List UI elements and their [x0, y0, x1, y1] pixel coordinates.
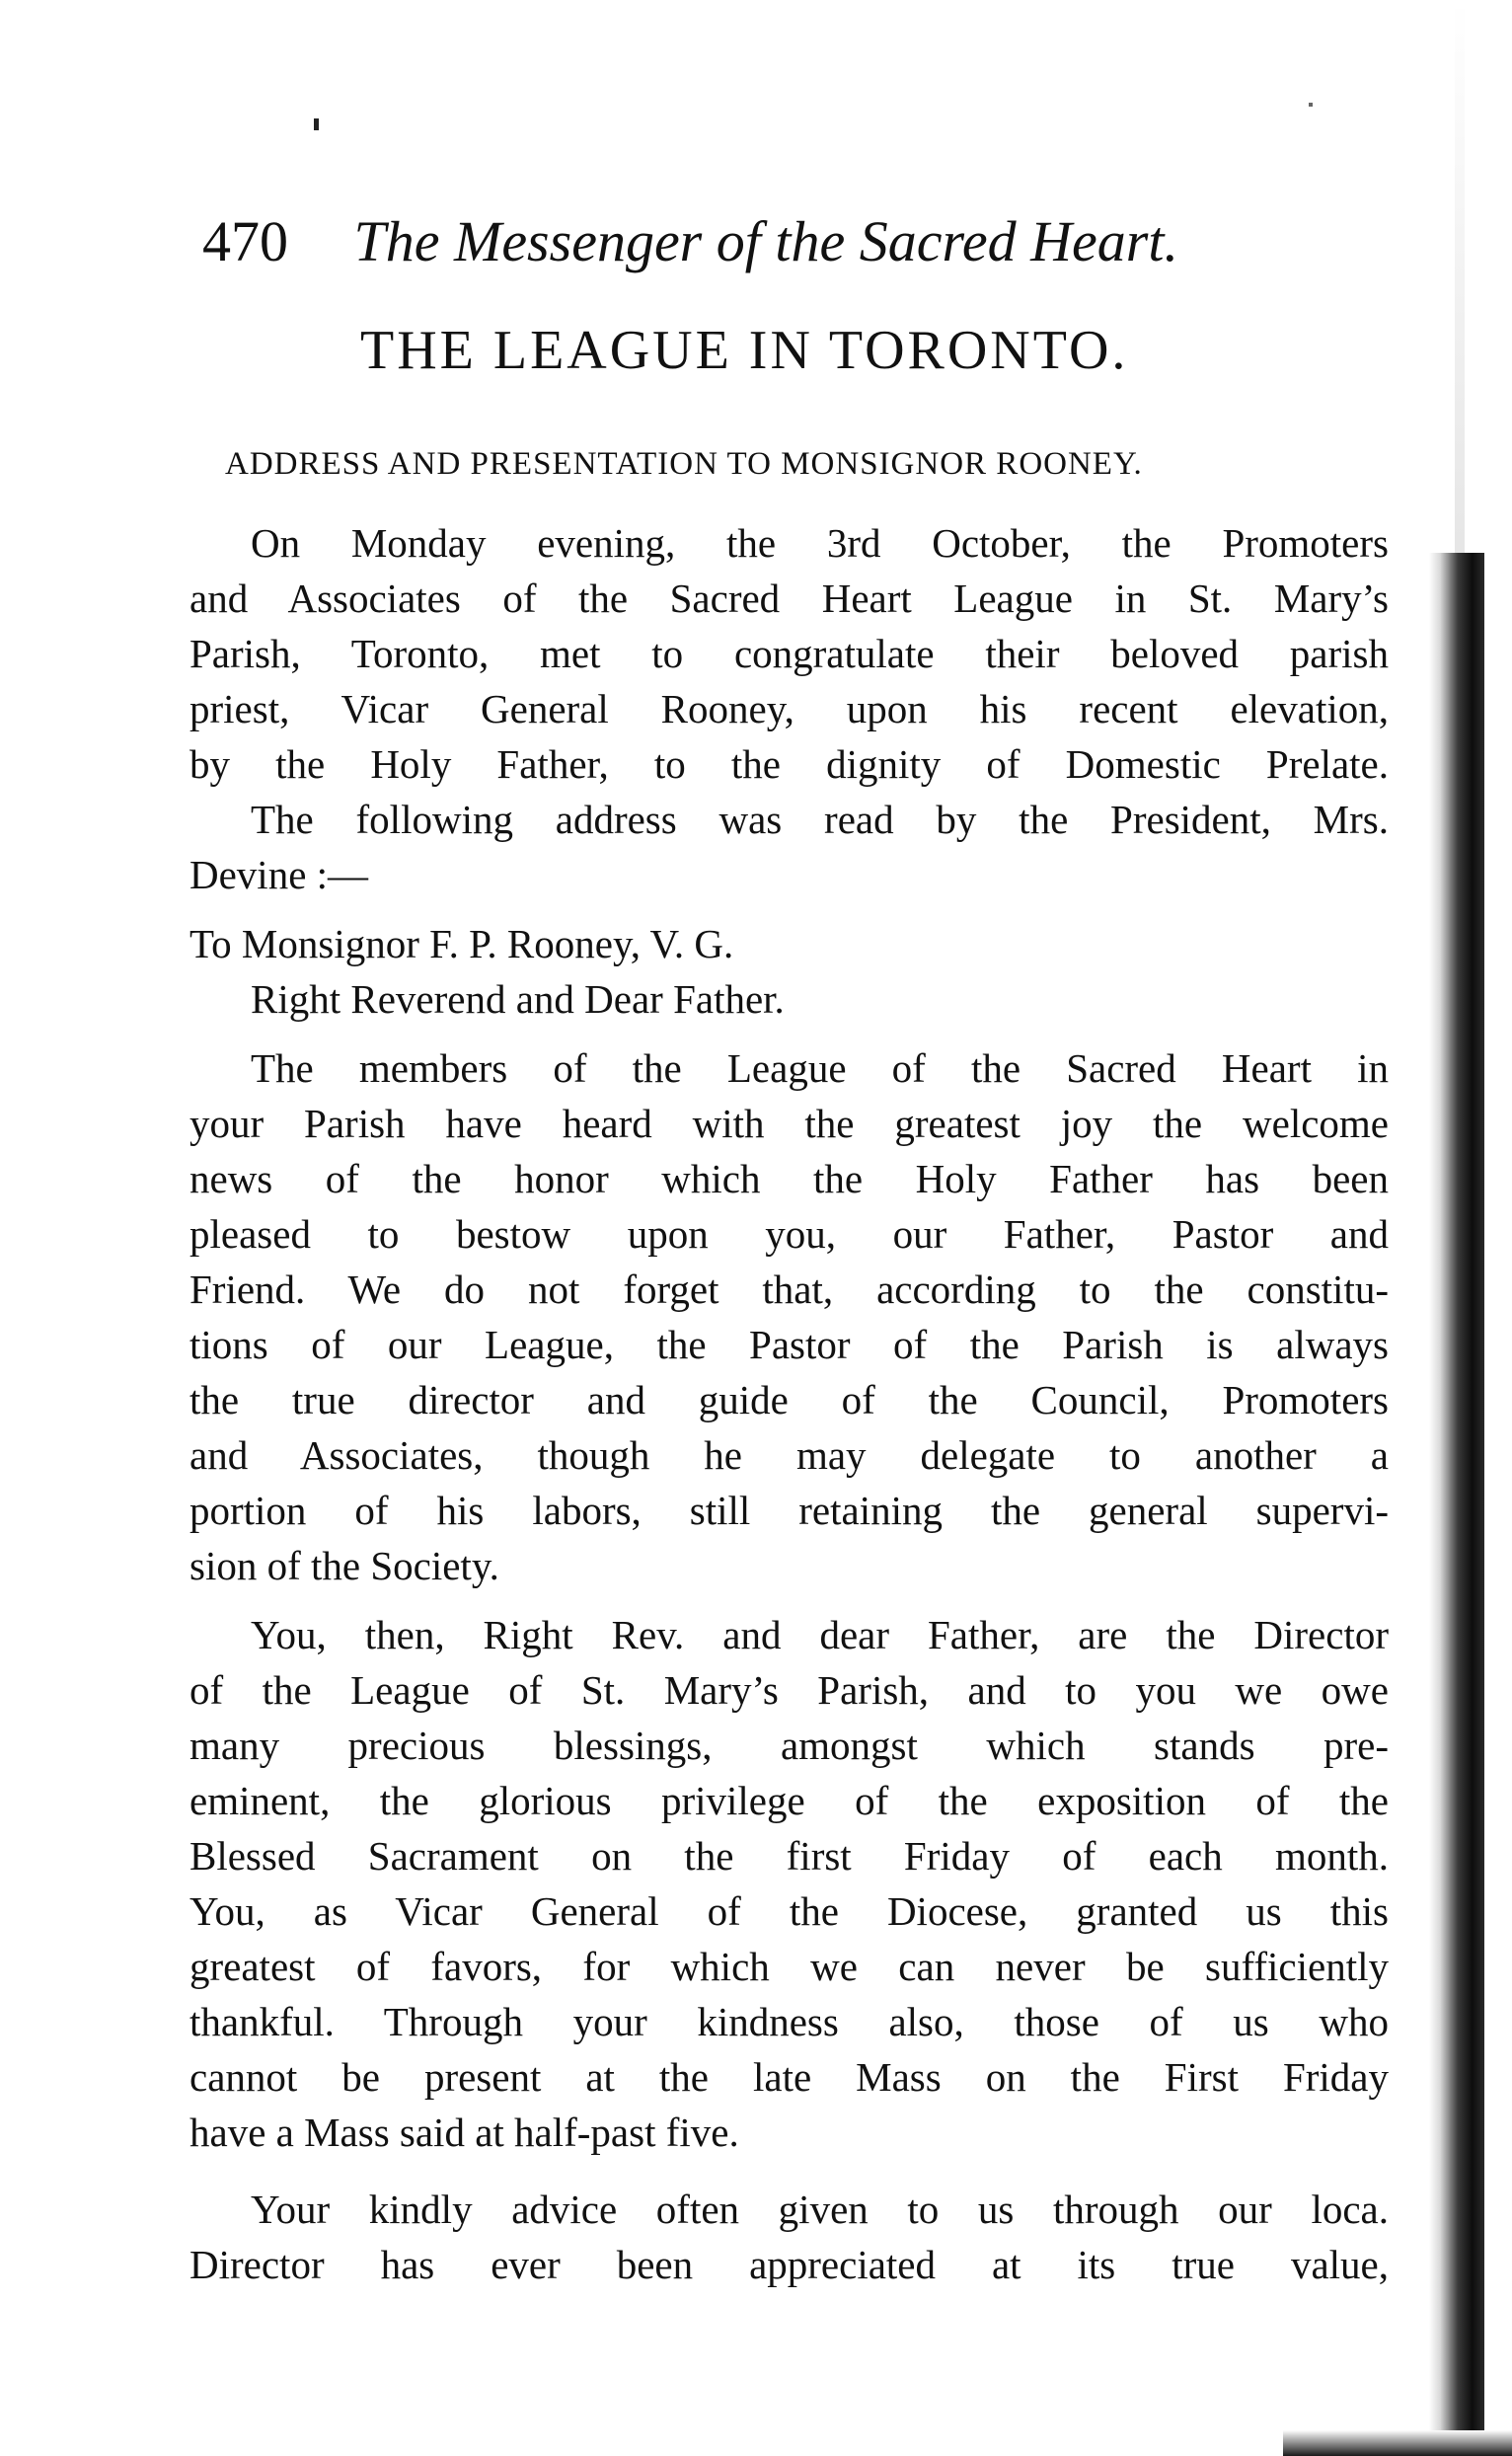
body-line: the true director and guide of the Council, Promoters [189, 1377, 1389, 1422]
salutation-line: Right Reverend and Dear Father. [251, 976, 785, 1022]
body-line: sion of the Society. [189, 1543, 499, 1588]
running-header [202, 202, 1387, 281]
margin-mark [314, 118, 319, 130]
page-edge-shadow [1283, 2430, 1512, 2456]
body-line: cannot be present at the late Mass on the First Friday [189, 2054, 1389, 2100]
body-line: your Parish have heard with the greatest joy the welcome [189, 1101, 1389, 1146]
salutation-line: To Monsignor F. P. Rooney, V. G. [189, 921, 734, 966]
body-line: On Monday evening, the 3rd October, the Promoters [251, 520, 1389, 566]
body-line: Director has ever been appreciated at its true value, [189, 2242, 1389, 2287]
body-line: by the Holy Father, to the dignity of Domestic Prelate. [189, 741, 1389, 787]
article-title: THE LEAGUE IN TORONTO. [360, 320, 1129, 381]
body-line: pleased to bestow upon you, our Father, Pastor and [189, 1211, 1389, 1257]
body-line: and Associates, though he may delegate to another a [189, 1432, 1389, 1478]
article-subtitle: ADDRESS AND PRESENTATION TO MONSIGNOR ROONEY. [225, 446, 1143, 482]
article-body [189, 515, 1389, 2292]
body-line: Blessed Sacrament on the first Friday of each month. [189, 1833, 1389, 1879]
body-line: have a Mass said at half-past five. [189, 2110, 739, 2155]
body-line: You, as Vicar General of the Diocese, granted us this [189, 1888, 1389, 1934]
body-line: Devine :— [189, 852, 369, 897]
body-line: Parish, Toronto, met to congratulate their beloved parish [189, 631, 1389, 676]
binding-gutter [1429, 553, 1484, 2456]
body-line: The following address was read by the President, Mrs. [251, 797, 1389, 842]
body-line: of the League of St. Mary’s Parish, and to you we owe [189, 1667, 1389, 1713]
body-line: tions of our League, the Pastor of the Parish is always [189, 1322, 1389, 1367]
body-line: portion of his labors, still retaining the general supervi- [189, 1488, 1389, 1533]
body-line: The members of the League of the Sacred Heart in [251, 1045, 1389, 1091]
body-line: priest, Vicar General Rooney, upon his recent elevation, [189, 686, 1389, 731]
body-line: thankful. Through your kindness also, those of us who [189, 1999, 1389, 2044]
body-line: news of the honor which the Holy Father has been [189, 1156, 1389, 1201]
body-line: You, then, Right Rev. and dear Father, are the Director [251, 1612, 1389, 1657]
body-line: many precious blessings, amongst which stands pre- [189, 1723, 1389, 1768]
body-line: greatest of favors, for which we can never be sufficiently [189, 1944, 1389, 1989]
body-line: Friend. We do not forget that, according to the constitu- [189, 1266, 1389, 1312]
running-title: The Messenger of the Sacred Heart. [353, 209, 1178, 273]
body-line: and Associates of the Sacred Heart League in St. Mary’s [189, 576, 1389, 621]
body-line: eminent, the glorious privilege of the exposition of the [189, 1778, 1389, 1823]
page-number: 470 [202, 209, 288, 273]
body-line: Your kindly advice often given to us through our loca. [251, 2187, 1389, 2232]
stray-mark [1309, 103, 1313, 107]
